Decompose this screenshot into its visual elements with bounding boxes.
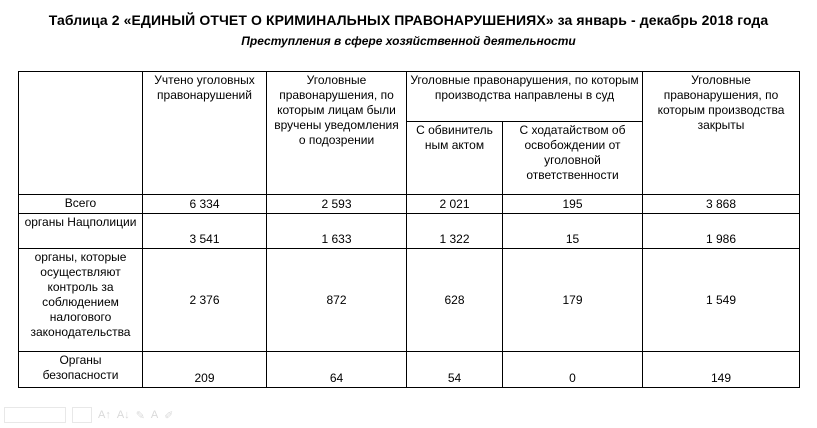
cell-registered: 209 xyxy=(143,352,267,388)
font-name-box xyxy=(4,407,66,423)
font-size-box xyxy=(72,407,92,423)
cell-indictment: 2 021 xyxy=(407,195,503,214)
cell-closed: 1 986 xyxy=(643,214,800,249)
header-indictment: С обвинитель ным актом xyxy=(407,122,503,195)
row-label: органы Нацполиции xyxy=(19,214,143,249)
header-registered: Учтено уголовных правонарушений xyxy=(143,72,267,195)
corner-cell xyxy=(19,72,143,195)
cell-registered: 6 334 xyxy=(143,195,267,214)
table-row xyxy=(19,195,800,214)
cell-release-petition: 15 xyxy=(503,214,643,249)
cell-release-petition: 195 xyxy=(503,195,643,214)
cell-closed: 149 xyxy=(643,352,800,388)
report-subtitle: Преступления в сфере хозяйственной деятельности xyxy=(241,34,576,48)
table-row xyxy=(19,214,800,249)
header-closed: Уголовные правонарушения, по которым производства закрыты xyxy=(643,72,800,195)
cell-registered: 3 541 xyxy=(143,214,267,249)
grow-font-icon: A↑ xyxy=(98,409,111,421)
cell-release-petition: 0 xyxy=(503,352,643,388)
format-painter-icon: ✐ xyxy=(164,409,174,422)
cell-indictment: 54 xyxy=(407,352,503,388)
table-row xyxy=(19,249,800,352)
report-table xyxy=(18,71,800,388)
cell-closed: 1 549 xyxy=(643,249,800,352)
row-label: органы, которые осуществляют контроль за соблюдением налогового законодательства xyxy=(19,249,143,352)
shrink-font-icon: A↓ xyxy=(116,409,130,421)
header-notified: Уголовные правонарушения, по которым лицам были вручены уведомления о подозрении xyxy=(267,72,407,195)
highlight-icon: ✎ xyxy=(135,409,145,422)
cell-notified: 64 xyxy=(267,352,407,388)
header-release-petition: С ходатайством об освобождении от уголовной ответственности xyxy=(503,122,643,195)
faded-format-toolbar xyxy=(0,404,194,426)
cell-closed: 3 868 xyxy=(643,195,800,214)
table-row xyxy=(19,352,800,388)
font-color-icon: A xyxy=(150,409,159,421)
header-to-court-group: Уголовные правонарушения, по которым производства направлены в суд xyxy=(407,72,643,122)
report-title: Таблица 2 «ЕДИНЫЙ ОТЧЕТ О КРИМИНАЛЬНЫХ ПРАВОНАРУШЕНИЯХ» за январь - декабрь 2018 года xyxy=(48,12,769,28)
cell-release-petition: 179 xyxy=(503,249,643,352)
cell-notified: 872 xyxy=(267,249,407,352)
cell-indictment: 1 322 xyxy=(407,214,503,249)
cell-registered: 2 376 xyxy=(143,249,267,352)
cell-notified: 2 593 xyxy=(267,195,407,214)
cell-indictment: 628 xyxy=(407,249,503,352)
row-label: Всего xyxy=(19,195,143,214)
header-row xyxy=(19,72,800,122)
row-label: Органы безопасности xyxy=(19,352,143,388)
cell-notified: 1 633 xyxy=(267,214,407,249)
